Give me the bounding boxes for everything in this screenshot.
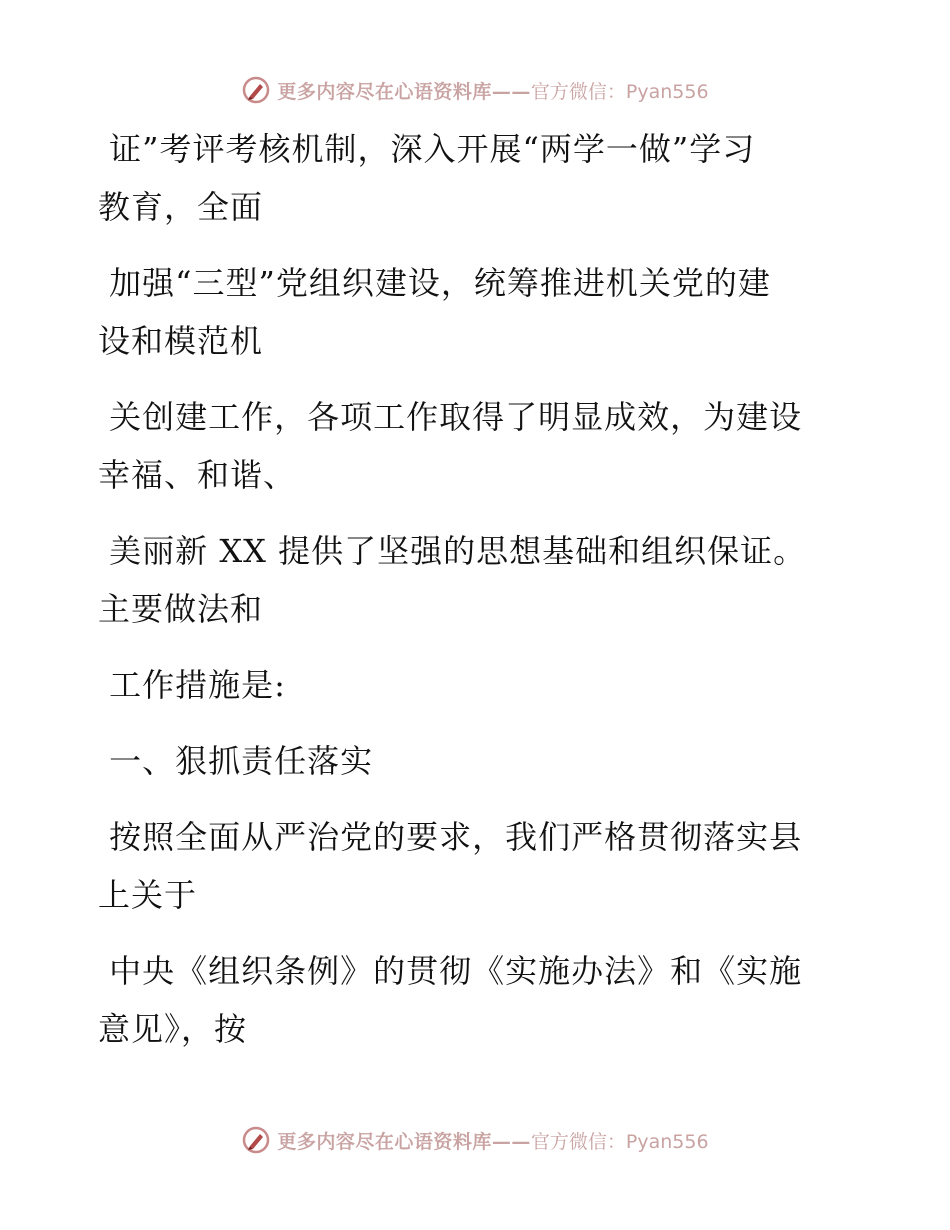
paragraph: 证”考评考核机制，深入开展“两学一做”学习 教育，全面: [98, 130, 756, 226]
header-banner: [0, 70, 950, 110]
pen-logo-icon: [241, 75, 271, 105]
pen-logo-icon: [241, 1125, 271, 1155]
section-heading: 一、狠抓责任落实: [98, 742, 374, 780]
paragraph: 中央《组织条例》的贯彻《实施办法》和《实施 意见》，按: [98, 952, 803, 1048]
document-body: [98, 120, 838, 1076]
banner-wechat-text: 官方微信：Pyan556: [530, 1130, 709, 1153]
paragraph: 按照全面从严治党的要求，我们严格贯彻落实县 上关于: [98, 818, 803, 914]
paragraph: 美丽新 XX 提供了坚强的思想基础和组织保证。 主要做法和: [98, 532, 807, 628]
banner-library-text: 更多内容尽在心语资料库——: [277, 80, 531, 103]
paragraph: 加强“三型”党组织建设，统筹推进机关党的建 设和模范机: [98, 264, 771, 360]
banner-library-text: 更多内容尽在心语资料库——: [277, 1130, 531, 1153]
footer-banner: [0, 1120, 950, 1160]
paragraph: 关创建工作，各项工作取得了明显成效，为建设 幸福、和谐、: [98, 398, 803, 494]
banner-wechat-text: 官方微信：Pyan556: [530, 80, 709, 103]
paragraph: 工作措施是:: [98, 666, 286, 704]
